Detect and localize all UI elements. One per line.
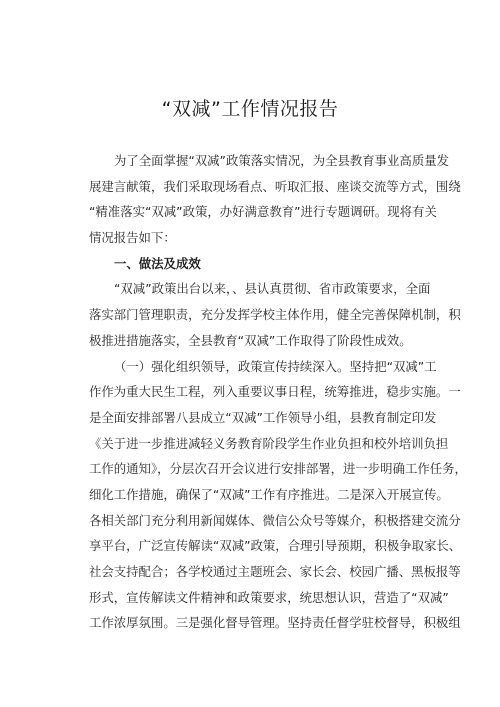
text-line: 享平台，广泛宣传解读“双减”政策，合理引导预期，积极争取家长、 bbox=[89, 538, 462, 554]
text-line: 情况报告如下： bbox=[89, 230, 176, 246]
text-line: 为了全面掌握“双减”政策落实情况，为全县教育事业高质量发 bbox=[114, 153, 449, 168]
text-line: 细化工作措施，确保了“双减”工作有序推进。二是深入开展宣传。 bbox=[89, 486, 449, 502]
text-line: 落实部门管理职责，充分发挥学校主体作用，健全完善保障机制，积 bbox=[89, 307, 461, 323]
text-line: （一）强化组织领导，政策宣传持续深入。坚持把“双减”工 bbox=[114, 358, 437, 374]
text-line: 形式，宣传解读文件精神和政策要求，统思想认识，营造了“双减” bbox=[89, 589, 449, 605]
text-line: 极推进措施落实，全县教育“双减”工作取得了阶段性成效。 bbox=[89, 332, 412, 348]
document-title: “双减”工作情况报告 bbox=[161, 98, 339, 120]
text-line: “双减”政策出台以来，、县认真贯彻、省市政策要求，全面 bbox=[114, 281, 431, 297]
intro-paragraph bbox=[89, 148, 467, 636]
text-line: 各相关部门充分利用新闻媒体、微信公众号等媒介，积极搭建交流分 bbox=[89, 512, 461, 528]
text-line: 展建言献策，我们采取现场看点、听取汇报、座谈交流等方式，围绕 bbox=[89, 178, 461, 194]
text-line: 社会支持配合；各学校通过主题班会、家长会、校园广播、黑板报等 bbox=[89, 564, 461, 579]
text-line: 作作为重大民生工程，列入重要议事日程，统筹推进，稳步实施。一 bbox=[89, 384, 461, 400]
text-line: 工作的通知》，分层次召开会议进行安排部署，进一步明确工作任务， bbox=[89, 461, 467, 477]
text-line: 工作浓厚氛围。三是强化督导管理。坚持责任督学驻校督导，积极组 bbox=[89, 615, 461, 631]
text-line: 是全面安排部署八县成立“双减”工作领导小组，县教育制定印发 bbox=[89, 409, 437, 425]
section-heading: 一、做法及成效 bbox=[114, 255, 201, 271]
text-line: 《关于进一步推进减轻义务教育阶段学生作业负担和校外培训负担 bbox=[89, 435, 449, 451]
text-line: “精准落实“双减”政策，办好满意教育”进行专题调研。现将有关 bbox=[89, 204, 437, 220]
